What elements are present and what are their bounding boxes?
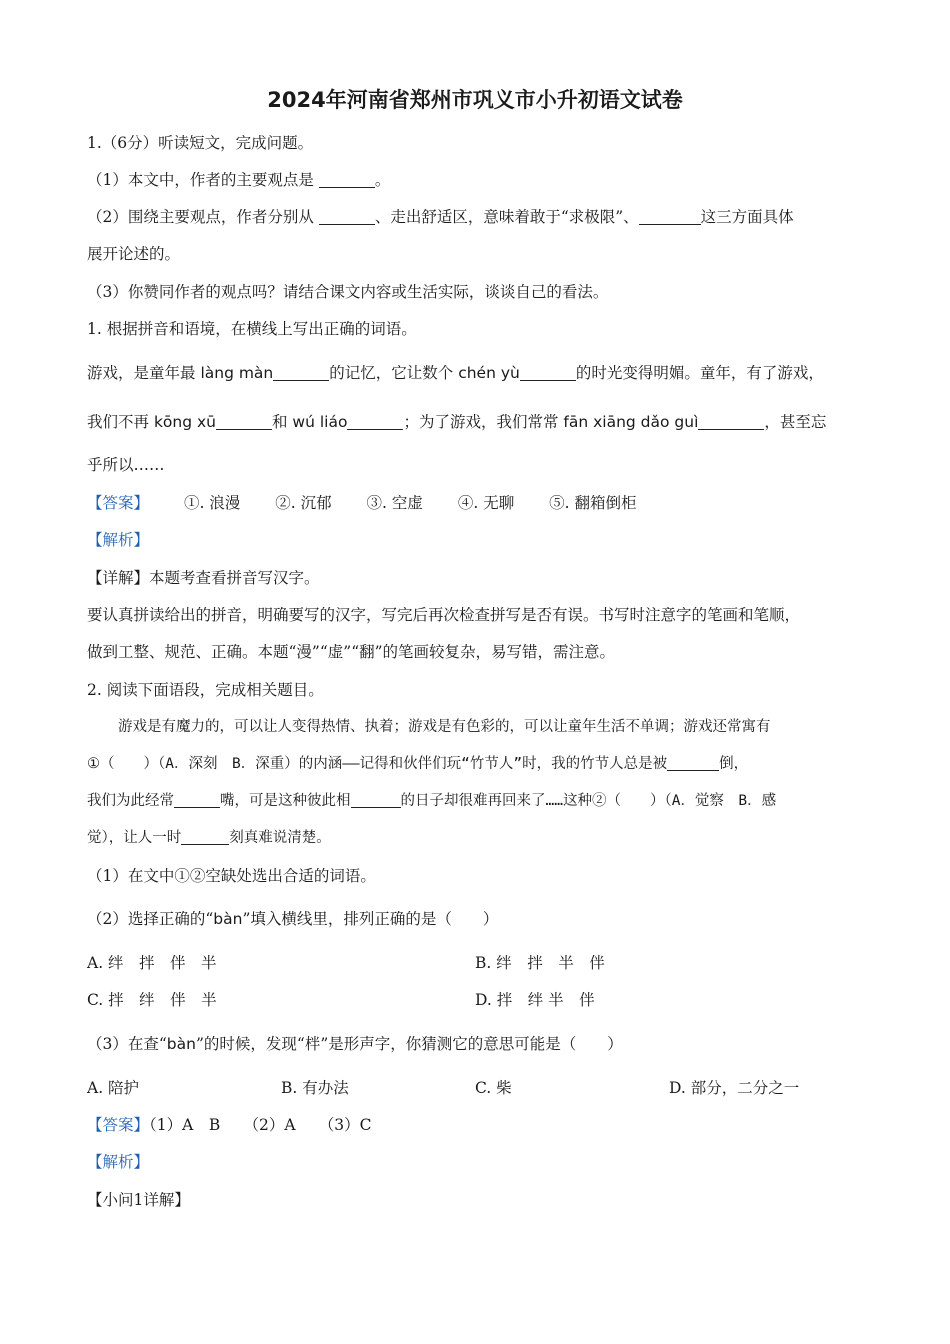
q1b-para-line1 (87, 362, 824, 384)
q2-sub1: （1）在文中①②空缺处选出合适的词语。 (87, 867, 376, 885)
q2-option-a: A. 绊 拌 伴 半 (87, 954, 217, 972)
answer-blank (319, 208, 375, 225)
answer-label: 【答案】 (87, 1116, 150, 1134)
q2-option-b: B. 绊 拌 半 伴 (475, 954, 605, 972)
q1b-explanation-1: 要认真拼读给出的拼音，明确要写的汉字，写完后再次检查拼写是否有误。书写时注意字的笔画和笔顺， (87, 606, 801, 624)
q1-sub2 (87, 206, 794, 228)
q2-sub3-option-d: D. 部分，二分之一 (669, 1079, 800, 1097)
pinyin: kōng xū (153, 413, 216, 431)
q1-sub2-mid: 、走出舒适区，意味着敢于“求极限”、 (374, 208, 639, 226)
text: （3）在查“ (87, 1035, 167, 1053)
answer-blank (181, 828, 229, 845)
q1-header: 1.（6分）听读短文，完成问题。 (87, 134, 314, 152)
q1b-para-line3: 乎所以…… (87, 456, 165, 474)
text: 嘴，可是这种彼此相 (220, 793, 351, 809)
text: 我们为此经常 (87, 793, 174, 809)
answer-blank (351, 791, 401, 808)
q2-sub3 (87, 1033, 623, 1055)
pinyin: bàn (213, 910, 243, 928)
answer-blank (667, 754, 719, 771)
text: ”填入横线里，排列正确的是（ ） (242, 910, 499, 928)
q1b-header: 1. 根据拼音和语境，在横线上写出正确的词语。 (87, 320, 417, 338)
q2-answer (87, 1114, 372, 1136)
q1b-detail: 【详解】本题考查看拼音写汉字。 (87, 569, 320, 587)
q1b-answer (87, 492, 637, 514)
text: 我们不再 (87, 413, 154, 431)
q1-sub1 (87, 169, 390, 191)
text: （2）选择正确的“ (87, 910, 214, 928)
text: 的时光变得明媚。童年，有了游戏， (575, 364, 824, 382)
answer-blank (273, 364, 329, 381)
page-title: 2024年河南省郑州市巩义市小升初语文试卷 (267, 88, 683, 112)
answer-text: （1）A B （2）A （3）C (149, 1116, 372, 1134)
text: 刻真难说清楚。 (229, 830, 331, 846)
q1b-para-line2 (87, 411, 826, 433)
answer-blank (174, 791, 220, 808)
answer-item: ①. 浪漫 (183, 494, 241, 512)
q2-sub2 (87, 908, 498, 930)
q2-small-question-label: 【小问1详解】 (87, 1191, 190, 1209)
text: 的记忆，它让数个 (329, 364, 459, 382)
text: 游戏，是童年最 (87, 364, 201, 382)
answer-blank (520, 364, 576, 381)
text: 和 (271, 413, 293, 431)
answer-blank (347, 413, 403, 430)
q1-sub2-end: 这三方面具体 (700, 208, 794, 226)
q2-para-line3 (87, 790, 776, 812)
q1-sub2-text: （2）围绕主要观点，作者分别从 (87, 208, 314, 226)
answer-blank (216, 413, 272, 430)
q2-sub3-option-a: A. 陪护 (87, 1079, 140, 1097)
q2-header: 2. 阅读下面语段，完成相关题目。 (87, 681, 324, 699)
pinyin: fān xiāng dǎo guì (563, 413, 699, 431)
q2-para-line4 (87, 827, 331, 849)
q1-sub3: （3）你赞同作者的观点吗？请结合课文内容或生活实际，谈谈自己的看法。 (87, 283, 609, 301)
q2-analysis-label: 【解析】 (87, 1153, 150, 1171)
answer-blank (698, 413, 764, 430)
answer-item: ③. 空虚 (366, 494, 423, 512)
q1b-explanation-2: 做到工整、规范、正确。本题“漫”“虚”“翻”的笔画较复杂，易写错，需注意。 (87, 643, 616, 661)
text: ①（ ）（A．深刻 B．深重）的内涵——记得和伙伴们玩“竹节人”时，我的竹节人总是被 (87, 756, 668, 772)
pinyin: chén yù (458, 364, 520, 382)
q2-para-line1: 游戏是有魔力的，可以让人变得热情、执着；游戏是有色彩的，可以让童年生活不单调；游戏还常寓有 (118, 719, 771, 735)
q2-sub3-option-c: C. 柴 (475, 1079, 512, 1097)
q1-sub2-cont: 展开论述的。 (87, 245, 181, 263)
pinyin: bàn (166, 1035, 196, 1053)
q1b-analysis-label: 【解析】 (87, 531, 150, 549)
pinyin: làng màn (200, 364, 274, 382)
text: 倒， (719, 756, 749, 772)
answer-item: ②. 沉郁 (275, 494, 332, 512)
q1-sub1-end: 。 (374, 171, 391, 189)
q1-sub1-text: （1）本文中，作者的主要观点是 (87, 171, 314, 189)
pinyin: wú liáo (292, 413, 348, 431)
q2-para-line2 (87, 753, 748, 775)
answer-blank (319, 171, 375, 188)
text: ，甚至忘 (764, 413, 827, 431)
text: ；为了游戏，我们常常 (403, 413, 564, 431)
q2-sub3-option-b: B. 有办法 (281, 1079, 349, 1097)
text: 觉），让人一时 (87, 830, 182, 846)
q2-option-c: C. 拌 绊 伴 半 (87, 991, 217, 1009)
answer-blank (639, 208, 701, 225)
text: 的日子却很难再回来了……这种②（ ）（A．觉察 B．感 (400, 793, 777, 809)
answer-label: 【答案】 (87, 494, 150, 512)
answer-item: ⑤. 翻箱倒柜 (549, 494, 637, 512)
answer-item: ④. 无聊 (457, 494, 515, 512)
q2-option-d: D. 拌 绊 半 伴 (475, 991, 595, 1009)
text: ”的时候，发现“柈”是形声字，你猜测它的意思可能是（ ） (195, 1035, 623, 1053)
